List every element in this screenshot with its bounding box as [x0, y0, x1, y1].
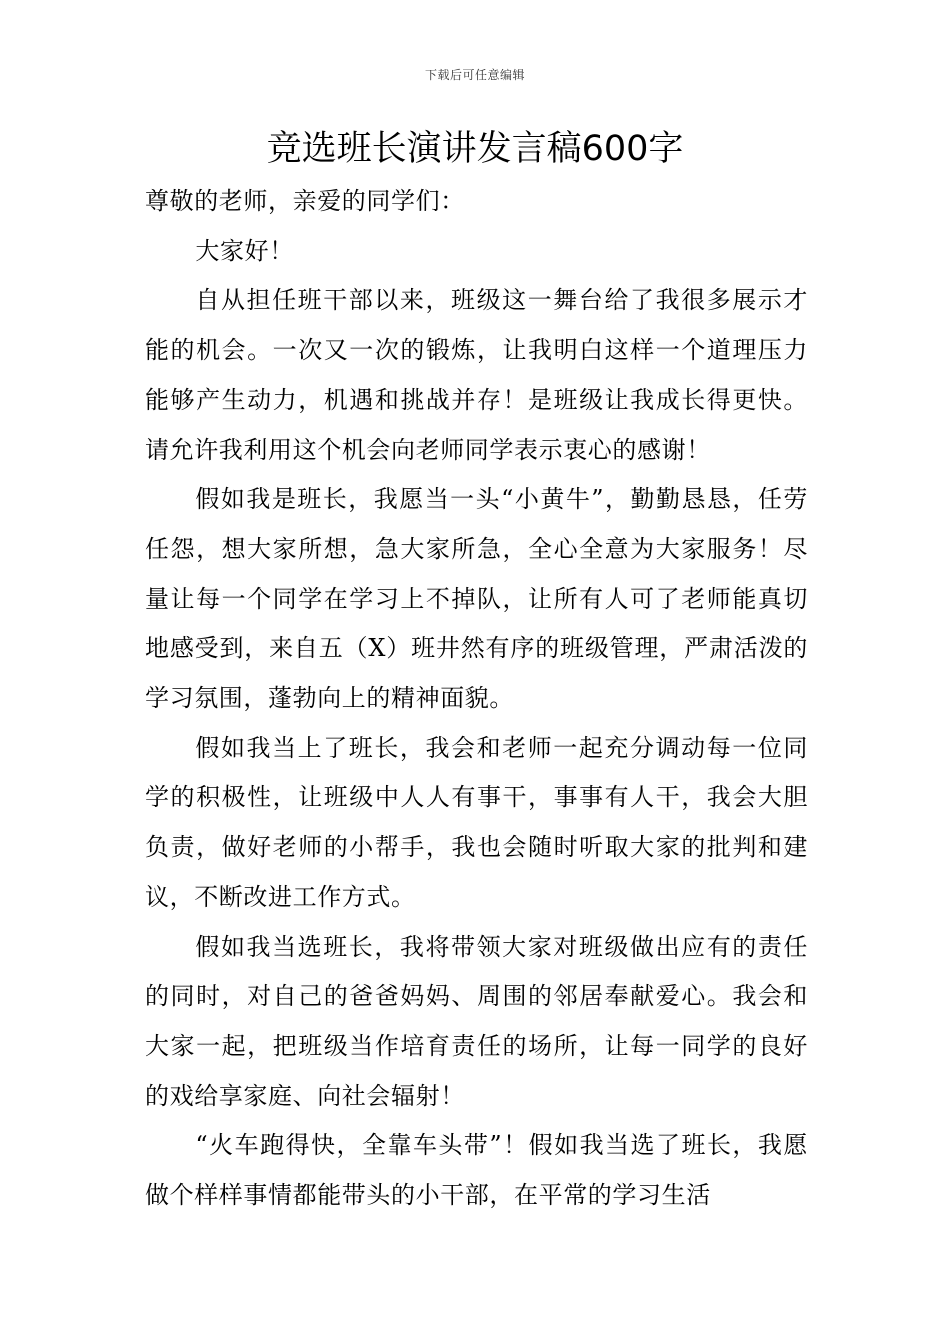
- document-body: [145, 177, 808, 1221]
- paragraph-2: 假如我是班长，我愿当一头“小黄牛”，勤勤恳恳，任劳任怨，想大家所想，急大家所急，全心全意为大家服务！尽量让每一个同学在学习上不掉队，让所有人可了老师能真切地感受到，来自五（X）班井然有序的班级管理，严肃活泼的学习氛围，蓬勃向上的精神面貌。: [145, 485, 808, 713]
- paragraph-3: 假如我当上了班长，我会和老师一起充分调动每一位同学的积极性，让班级中人人有事干，事事有人干，我会大胆负责，做好老师的小帮手，我也会随时听取大家的批判和建议，不断改进工作方式。: [145, 733, 808, 911]
- document-title: 竞选班长演讲发言稿600字: [266, 129, 684, 169]
- paragraph-5: “火车跑得快，全靠车头带”！假如我当选了班长，我愿做个样样事情都能带头的小干部，在平常的学习生活: [145, 1131, 808, 1210]
- header-note: 下载后可任意编辑: [424, 68, 525, 82]
- greeting: 大家好！: [195, 236, 294, 265]
- paragraph-4: 假如我当选班长，我将带领大家对班级做出应有的责任的同时，对自己的爸爸妈妈、周围的邻居奉献爱心。我会和大家一起，把班级当作培育责任的场所，让每一同学的良好的戏给享家庭、向社会辐射！: [145, 932, 808, 1110]
- salutation: 尊敬的老师，亲爱的同学们：: [145, 187, 465, 215]
- paragraph-1: 自从担任班干部以来，班级这一舞台给了我很多展示才能的机会。一次又一次的锻炼，让我明白这样一个道理压力能够产生动力，机遇和挑战并存！是班级让我成长得更快。请允许我利用这个机会向老师同学表示衷心的感谢！: [145, 286, 808, 464]
